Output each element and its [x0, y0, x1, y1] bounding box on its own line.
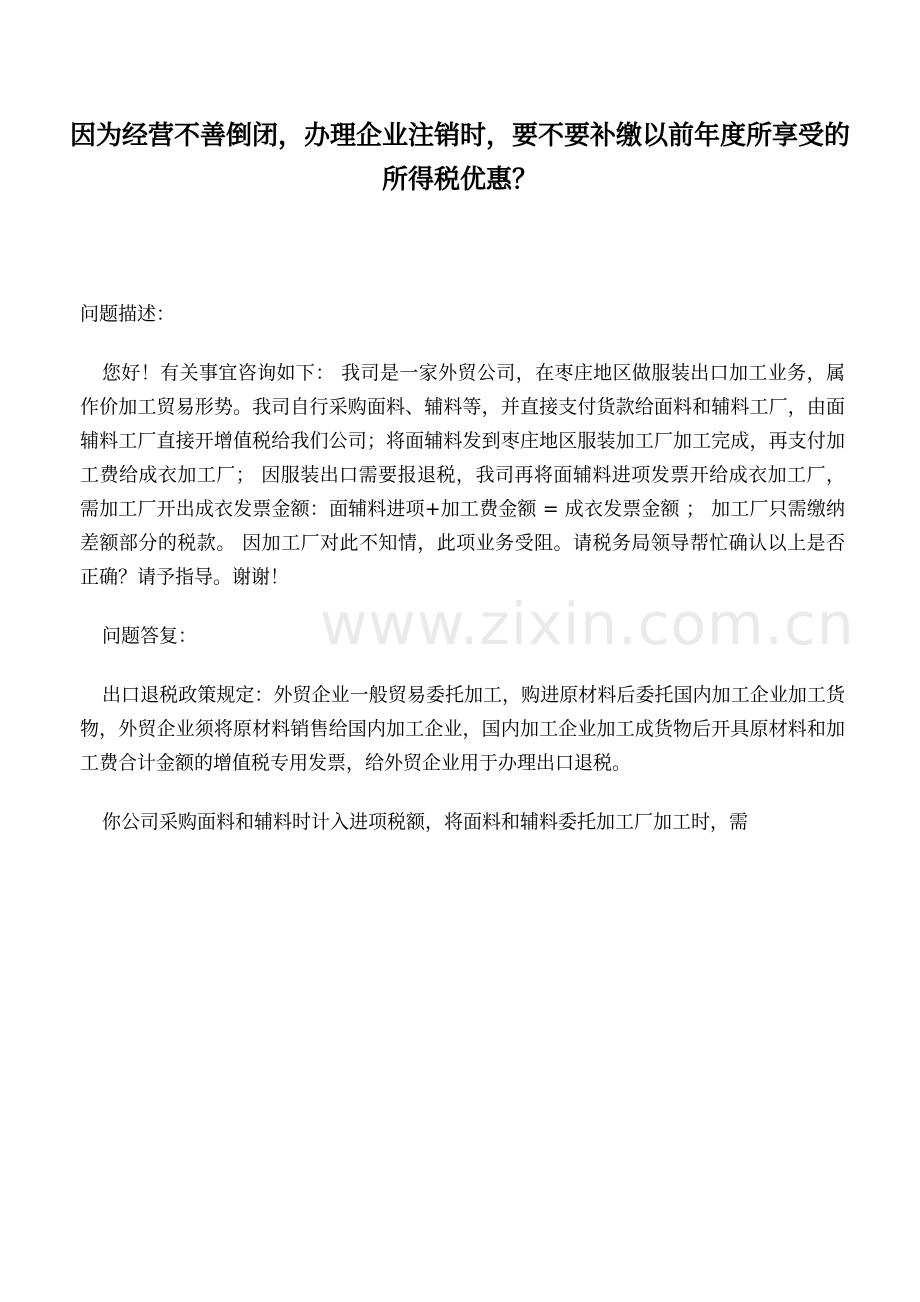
watermark: www.zixin.com.cn — [320, 590, 855, 658]
question-paragraph: 您好！有关事宜咨询如下： 我司是一家外贸公司，在枣庄地区做服装出口加工业务，属作价加工贸易形势。我司自行采购面料、辅料等，并直接支付货款给面料和辅料工厂，由面辅料工厂直接开增值税给我们公司；将面辅料发到枣庄地区服装加工厂加工完成，再支付加工费给成衣加工厂； 因服装出口需要报退税，我司再将面辅料进项发票开给成衣加工厂，需加工厂开出成衣发票金额：面辅料进项+加工费金额 = 成衣发票金额 ； 加工厂只需缴纳差额部分的税款。 因加工厂对此不知情，此项业务受阻。请税务局领导帮忙确认以上是否正确？请予指导。谢谢！ — [80, 362, 845, 588]
answer-paragraph-1: 出口退税政策规定：外贸企业一般贸易委托加工，购进原材料后委托国内加工企业加工货物，外贸企业须将原材料销售给国内加工企业，国内加工企业加工成货物后开具原材料和加工费合计金额的增值税专用发票，给外贸企业用于办理出口退税。 — [80, 684, 845, 774]
answer-heading: 问题答复： — [102, 625, 198, 647]
document-body — [80, 297, 845, 864]
document-title: 因为经营不善倒闭，办理企业注销时，要不要补缴以前年度所享受的所得税优惠？ — [70, 121, 851, 195]
question-heading: 问题描述： — [80, 303, 176, 325]
answer-paragraph-2: 你公司采购面料和辅料时计入进项税额，将面料和辅料委托加工厂加工时，需 — [102, 811, 749, 833]
